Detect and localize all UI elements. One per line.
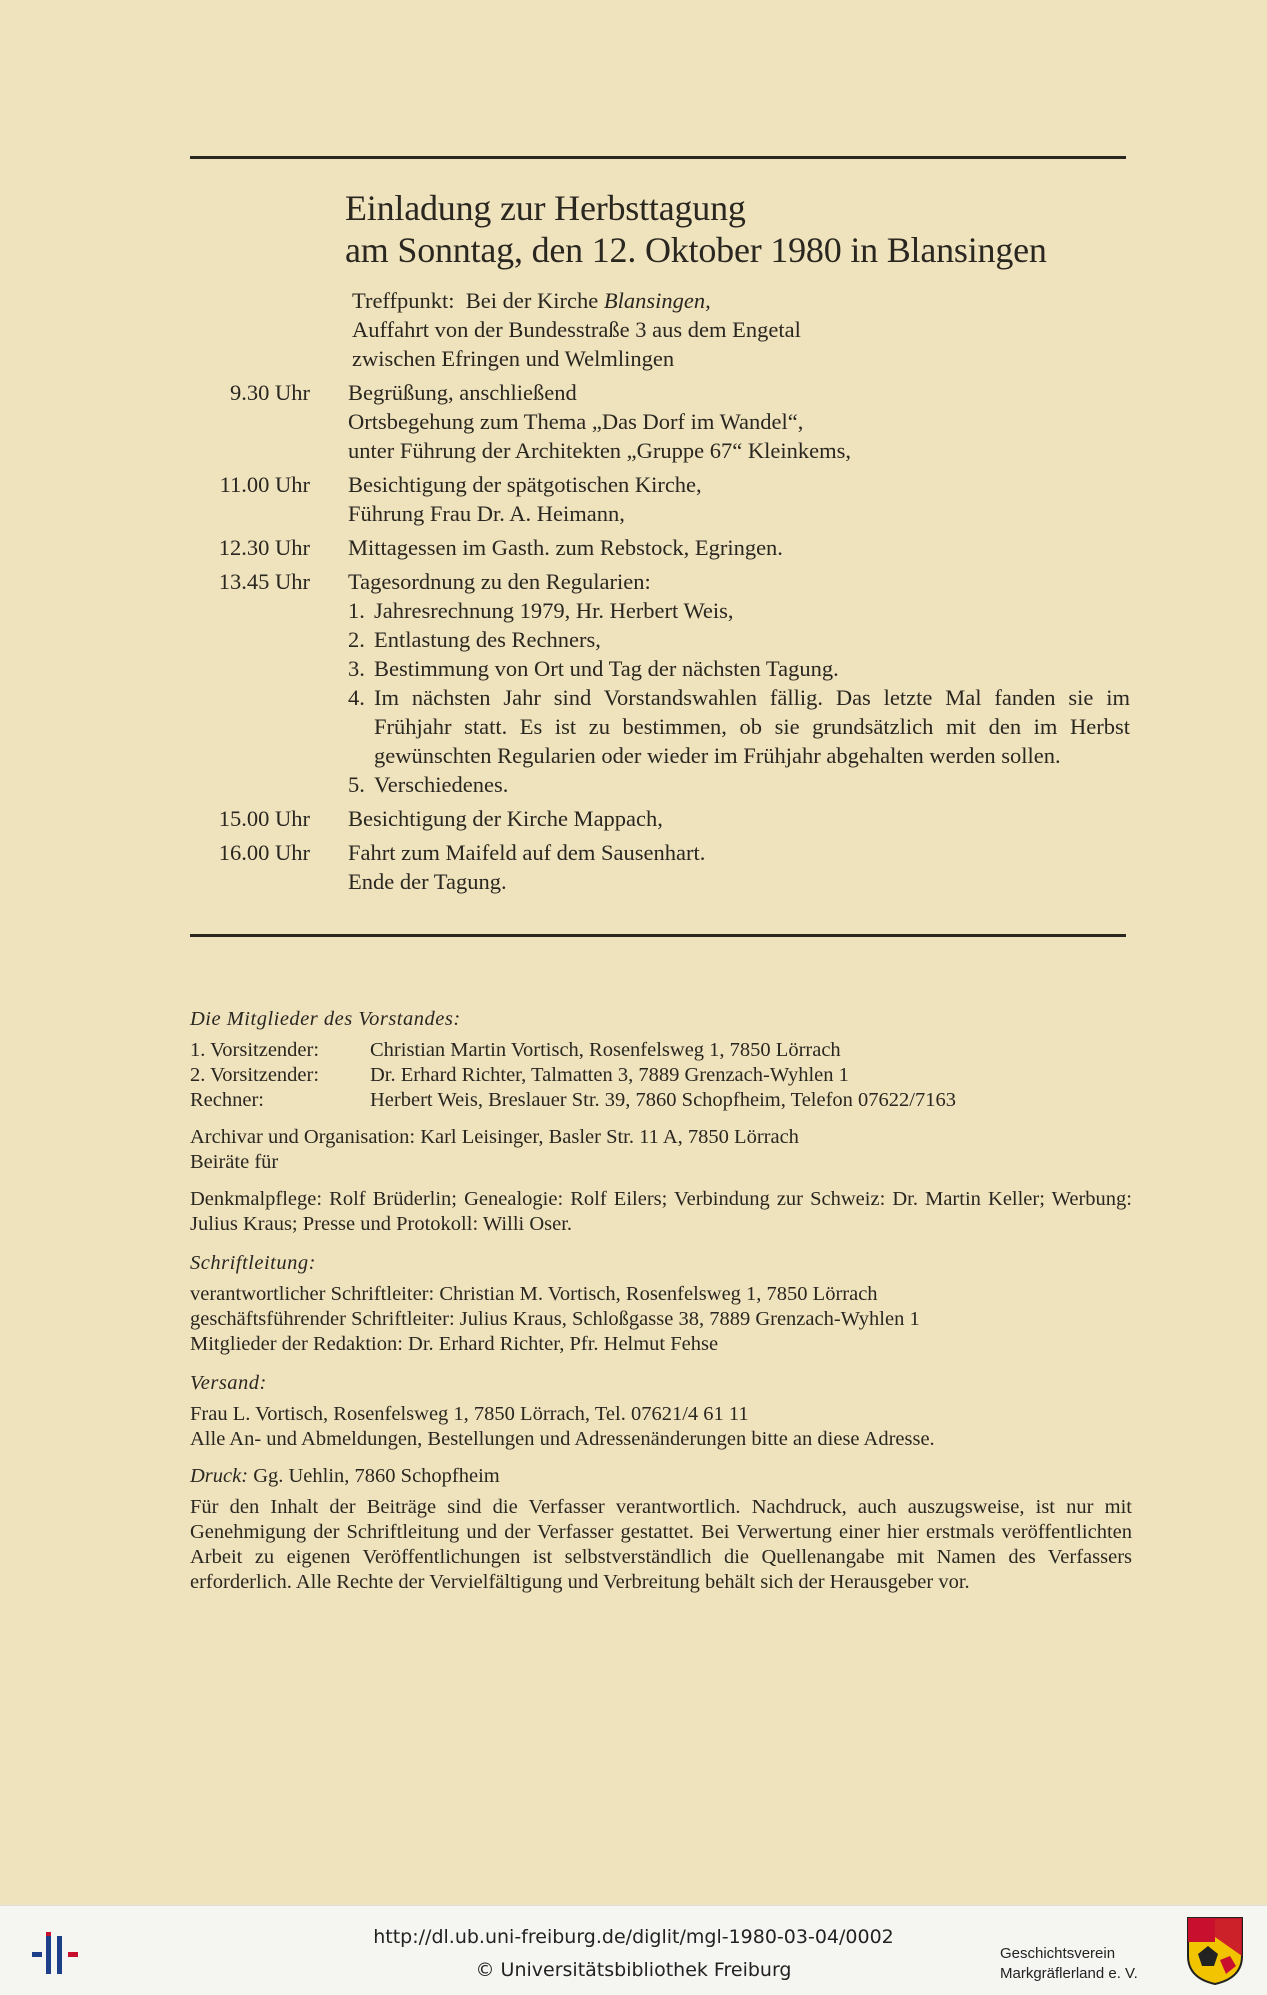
meeting-point-text: Bei der Kirche — [465, 288, 599, 313]
schedule-time: 12.30 Uhr — [218, 535, 310, 560]
print-text: Gg. Uehlin, 7860 Schopfheim — [253, 1465, 500, 1487]
archivar-line: Archivar und Organisation: Karl Leisinger, Basler Str. 11 A, 7850 Lörrach — [190, 1126, 799, 1148]
schedule-text: Begrüßung, anschließend — [348, 380, 577, 405]
footer-url[interactable]: http://dl.ub.uni-freiburg.de/diglit/mgl-1980-03-04/0002 — [373, 1926, 894, 1948]
schedule-row — [190, 567, 1130, 799]
meeting-point — [190, 286, 1130, 373]
schedule-time: 15.00 Uhr — [218, 806, 310, 831]
agenda-item: 3. Bestimmung von Ort und Tag der nächsten Tagung. — [348, 656, 839, 681]
meeting-point-label: Treffpunkt: — [352, 288, 455, 313]
agenda-item: 1. Jahresrechnung 1979, Hr. Herbert Weis, — [348, 598, 734, 623]
board-member: 1. Vorsitzender: Christian Martin Vortisch, Rosenfelsweg 1, 7850 Lörrach — [190, 1039, 841, 1061]
coat-of-arms-icon — [1186, 1916, 1244, 1986]
schedule-text: Ortsbegehung zum Thema „Das Dorf im Wandel“, — [348, 409, 804, 434]
board-heading: Die Mitglieder des Vorstandes: — [190, 1008, 461, 1030]
society-name: Geschichtsverein Markgräflerland e. V. — [1000, 1945, 1138, 1982]
shipping-line: Frau L. Vortisch, Rosenfelsweg 1, 7850 Lörrach, Tel. 07621/4 61 11 — [190, 1403, 749, 1425]
schedule-row — [190, 470, 1130, 528]
schedule-row — [190, 838, 1130, 896]
agenda-item: 5. Verschiedenes. — [348, 772, 509, 797]
editorial-heading: Schriftleitung: — [190, 1252, 316, 1274]
agenda-item: 4. Im nächsten Jahr sind Vorstandswahlen fällig. Das letzte Mal fanden sie im Frühjahr statt. Es ist zu bestimmen, ob sie grundsätzlich mit den im Herbst gewünschten Regularien oder wieder im Frühjahr abgehalten werden sollen. — [348, 685, 1130, 768]
shipping-heading: Versand: — [190, 1372, 267, 1394]
schedule-text: Führung Frau Dr. A. Heimann, — [348, 501, 625, 526]
title-line-2: am Sonntag, den 12. Oktober 1980 in Blansingen — [345, 230, 1047, 270]
schedule-time: 11.00 Uhr — [219, 472, 310, 497]
schedule-time: 9.30 Uhr — [230, 380, 310, 405]
schedule-time: 16.00 Uhr — [218, 840, 310, 865]
imprint — [190, 1007, 1132, 1595]
schedule-time: 13.45 Uhr — [218, 569, 310, 594]
programme — [190, 286, 1130, 901]
schedule-text: Mittagessen im Gasth. zum Rebstock, Egringen. — [348, 535, 783, 560]
agenda-item: 2. Entlastung des Rechners, — [348, 627, 601, 652]
schedule-text: Tagesordnung zu den Regularien: — [348, 569, 651, 594]
board-member: 2. Vorsitzender: Dr. Erhard Richter, Talmatten 3, 7889 Grenzach-Wyhlen 1 — [190, 1064, 849, 1086]
meeting-point-line2: Auffahrt von der Bundesstraße 3 aus dem Engetal — [352, 317, 801, 342]
schedule-text: Ende der Tagung. — [348, 869, 507, 894]
schedule-text: unter Führung der Architekten „Gruppe 67“ Kleinkems, — [348, 438, 851, 463]
meeting-point-place: Blansingen, — [603, 288, 711, 313]
editorial-line: verantwortlicher Schriftleiter: Christian M. Vortisch, Rosenfelsweg 1, 7850 Lörrach — [190, 1283, 878, 1305]
schedule-row — [190, 378, 1130, 465]
editorial-line: geschäftsführender Schriftleiter: Julius Kraus, Schloßgasse 38, 7889 Grenzach-Wyhlen 1 — [190, 1308, 920, 1330]
board-member: Rechner: Herbert Weis, Breslauer Str. 39, 7860 Schopfheim, Telefon 07622/7163 — [190, 1089, 957, 1111]
schedule-row — [190, 804, 1130, 833]
beiraete-text: Denkmalpflege: Rolf Brüderlin; Genealogie: Rolf Eilers; Verbindung zur Schweiz: Dr. Martin Keller; Werbung: Julius Kraus; Presse und Protokoll: Willi Oser. — [190, 1188, 1132, 1235]
top-rule — [190, 156, 1126, 159]
editorial-line: Mitglieder der Redaktion: Dr. Erhard Richter, Pfr. Helmut Fehse — [190, 1333, 719, 1355]
schedule-text: Fahrt zum Maifeld auf dem Sausenhart. — [348, 840, 706, 865]
schedule-row — [190, 533, 1130, 562]
print-heading: Druck: — [190, 1465, 249, 1487]
bottom-rule — [190, 934, 1126, 937]
schedule-text: Besichtigung der spätgotischen Kirche, — [348, 472, 702, 497]
print-line — [190, 1464, 1132, 1489]
beiraete-label: Beiräte für — [190, 1151, 279, 1173]
disclaimer: Für den Inhalt der Beiträge sind die Verfasser verantwortlich. Nachdruck, auch auszugsweise, ist nur mit Genehmigung der Schriftleitung und der Verfasser gestattet. Bei Verwertung einer hier erstmals veröffentlichten Arbeit zu eigenen Veröffentlichungen ist selbstverständlich die Quellenangabe mit Namen des Verfassers erforderlich. Alle Rechte der Vervielfältigung und Verbreitung behält sich der Herausgeber vor. — [190, 1496, 1132, 1593]
shipping-line: Alle An- und Abmeldungen, Bestellungen und Adressenänderungen bitte an diese Adresse. — [190, 1428, 935, 1450]
meeting-point-line3: zwischen Efringen und Welmlingen — [352, 346, 675, 371]
title-line-1: Einladung zur Herbsttagung — [345, 188, 746, 228]
footer-copyright: © Universitätsbibliothek Freiburg — [475, 1959, 792, 1981]
schedule-text: Besichtigung der Kirche Mappach, — [348, 806, 663, 831]
viewer-footer — [0, 1905, 1267, 1995]
